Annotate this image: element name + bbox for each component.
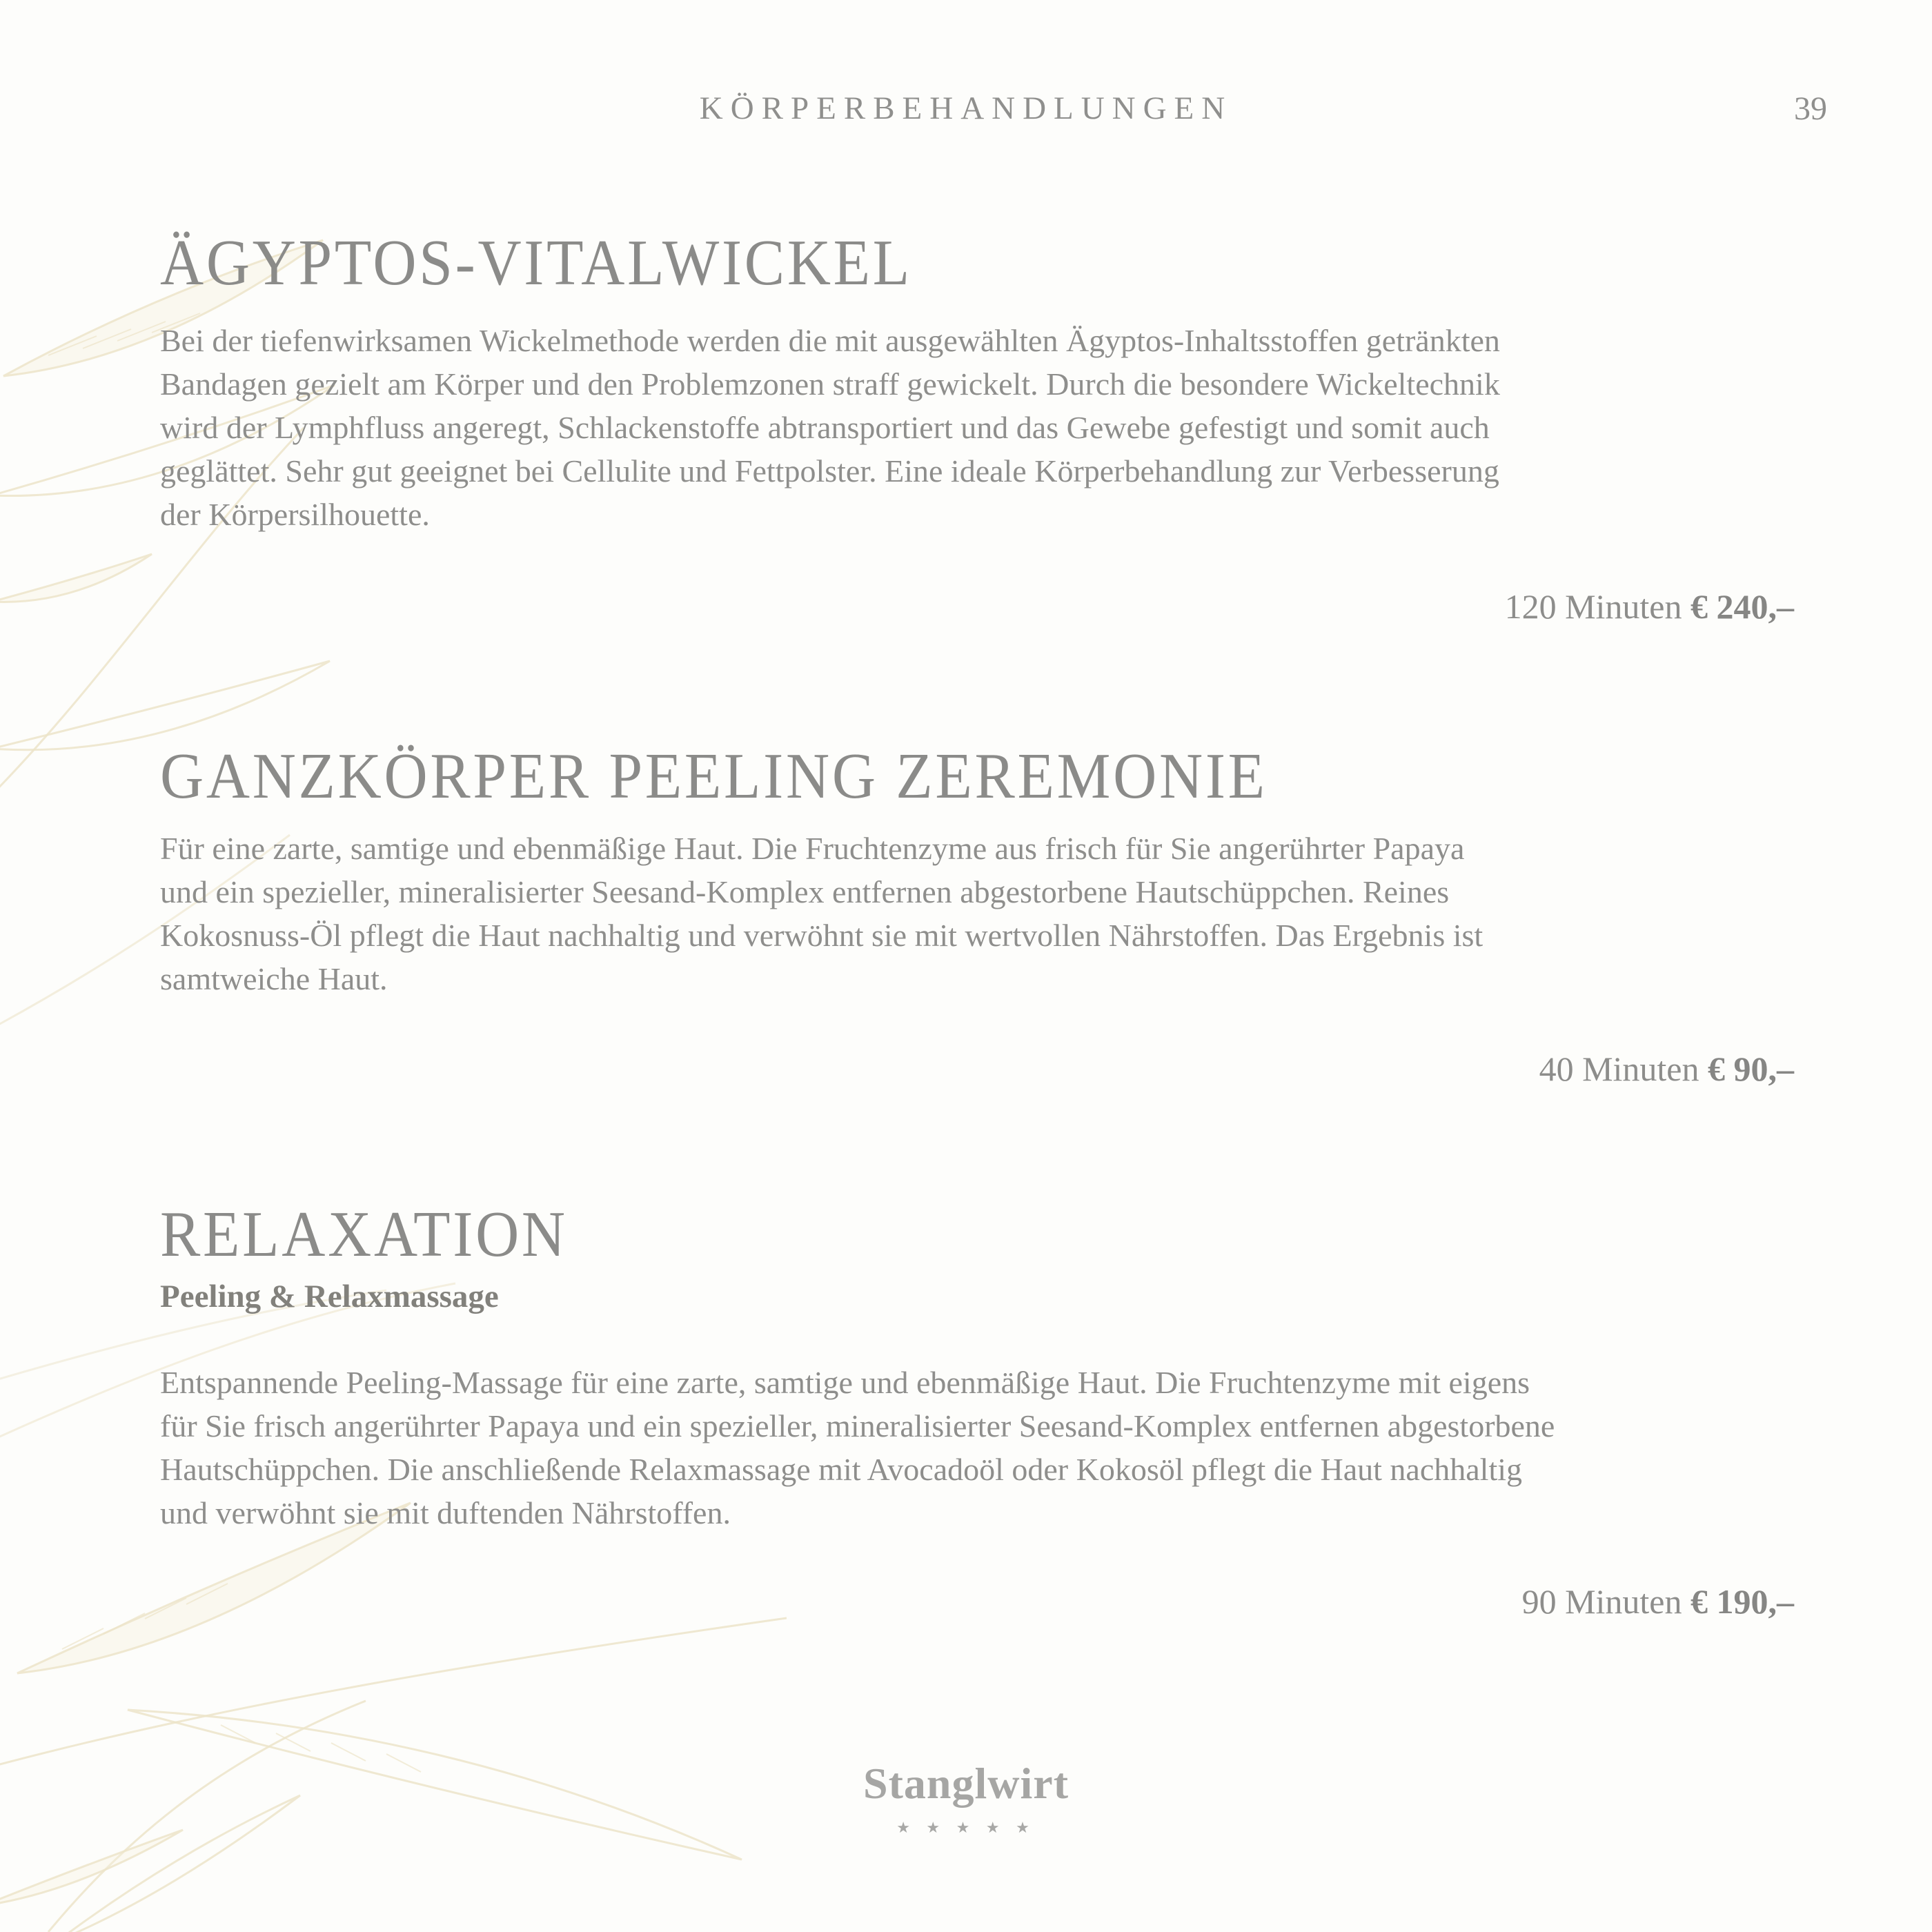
price-value: € 90,– bbox=[1708, 1049, 1794, 1088]
price-value: € 190,– bbox=[1690, 1582, 1794, 1621]
duration-label: 40 Minuten bbox=[1539, 1049, 1699, 1088]
body-line: Bandagen gezielt am Körper und den Problemzonen straff gewickelt. Durch die besondere Wickeltechnik bbox=[160, 366, 1500, 402]
section-title-relaxation: RELAXATION bbox=[160, 1199, 568, 1270]
section-body bbox=[160, 827, 1483, 1000]
body-line: Entspannende Peeling-Massage für eine zarte, samtige und ebenmäßige Haut. Die Fruchtenzyme mit eigens bbox=[160, 1365, 1530, 1400]
branch-stem bbox=[0, 1618, 787, 1770]
duration-label: 90 Minuten bbox=[1521, 1582, 1682, 1621]
body-line: und verwöhnt sie mit duftenden Nährstoffen. bbox=[160, 1495, 731, 1530]
body-line: geglättet. Sehr gut geeignet bei Cellulite und Fettpolster. Eine ideale Körperbehandlung zur Verbesserung bbox=[160, 453, 1499, 489]
duration-label: 120 Minuten bbox=[1504, 587, 1682, 626]
leaf bbox=[0, 661, 330, 750]
section-title-aegyptos-vitalwickel: ÄGYPTOS-VITALWICKEL bbox=[160, 227, 912, 299]
branch-stem bbox=[48, 1701, 366, 1932]
section-title-ganzkoerper-peeling-zeremonie: GANZKÖRPER PEELING ZEREMONIE bbox=[160, 740, 1268, 812]
leaf-hatching bbox=[62, 1584, 228, 1649]
body-line: Bei der tiefenwirksamen Wickelmethode werden die mit ausgewählten Ägyptos-Inhaltsstoffen getränkten bbox=[160, 323, 1500, 358]
price-value: € 240,– bbox=[1690, 587, 1794, 626]
duration-price-row bbox=[1505, 585, 1794, 629]
section-body bbox=[160, 319, 1500, 536]
body-line: Kokosnuss-Öl pflegt die Haut nachhaltig und verwöhnt sie mit wertvollen Nährstoffen. Das Ergebnis ist bbox=[160, 918, 1483, 953]
duration-price-row bbox=[1522, 1580, 1794, 1624]
five-stars-icon: ★ ★ ★ ★ ★ bbox=[896, 1819, 1036, 1836]
leaf bbox=[0, 554, 152, 602]
body-line: für Sie frisch angerührter Papaya und ein spezieller, mineralisierter Seesand-Komplex entfernen abgestorbene bbox=[160, 1408, 1555, 1443]
body-line: samtweiche Haut. bbox=[160, 961, 388, 996]
running-header: KÖRPERBEHANDLUNGEN bbox=[699, 90, 1233, 126]
stanglwirt-logo: Stanglwirt bbox=[863, 1759, 1069, 1808]
body-line: der Körpersilhouette. bbox=[160, 497, 430, 532]
body-line: und ein spezieller, mineralisierter Seesand-Komplex entfernen abgestorbene Hautschüppchen. Reines bbox=[160, 874, 1450, 909]
page-number: 39 bbox=[1794, 90, 1827, 127]
body-line: wird der Lymphfluss angeregt, Schlackenstoffe abtransportiert und das Gewebe gefestigt und somit auch bbox=[160, 410, 1490, 445]
body-line: Für eine zarte, samtige und ebenmäßige Haut. Die Fruchtenzyme aus frisch für Sie angerührter Papaya bbox=[160, 831, 1465, 866]
body-line: Hautschüppchen. Die anschließende Relaxmassage mit Avocadoöl oder Kokosöl pflegt die Haut nachhaltig bbox=[160, 1452, 1523, 1487]
treatment-subtitle: Peeling & Relaxmassage bbox=[160, 1279, 499, 1314]
duration-price-row bbox=[1539, 1047, 1794, 1091]
section-body bbox=[160, 1361, 1555, 1535]
leaf bbox=[59, 1795, 300, 1932]
leaf bbox=[0, 1830, 183, 1906]
